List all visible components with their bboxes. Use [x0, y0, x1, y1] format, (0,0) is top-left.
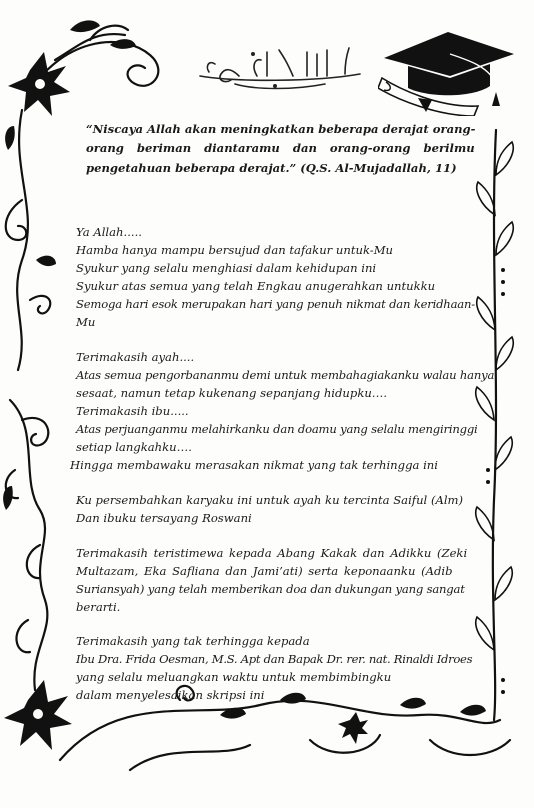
ayah-text-1: Atas semua pengorbananmu demi untuk membahagiakanku walau hanya [76, 368, 495, 382]
prayer-line-4a: Semoga hari esok merupakan hari yang penuh nikmat dan keridhaan- [76, 297, 475, 311]
ayah-heading: Terimakasih ayah.... [76, 350, 195, 364]
advisors-line-1: Terimakasih yang tak terhingga kepada [76, 634, 310, 648]
quote-line-2: orang beriman diantaramu dan orang-orang berilmu [86, 141, 475, 155]
prayer-opening: Ya Allah..... [76, 225, 142, 239]
quote-line-1: “Niscaya Allah akan meningkatkan beberapa derajat orang- [86, 122, 476, 136]
siblings-line-4: berarti. [76, 600, 121, 614]
prayer-line-1: Hamba hanya mampu bersujud dan tafakur untuk-Mu [76, 243, 394, 257]
siblings-line-1: Terimakasih teristimewa kepada Abang Kakak dan Adikku (Zeki [76, 546, 468, 560]
bismillah-calligraphy-icon [195, 42, 365, 92]
ibu-text-2: setiap langkahku…. [76, 440, 192, 454]
siblings-line-2: Multazam, Eka Safliana dan Jami’ati) serta keponaanku (Adib [76, 564, 453, 578]
graduation-cap-icon [378, 26, 518, 116]
prayer-line-2: Syukur yang selalu menghiasi dalam kehidupan ini [76, 261, 377, 275]
quote-line-3: pengetahuan beberapa derajat.” (Q.S. Al-Mujadallah, 11) [86, 161, 457, 175]
parents-closing: Hingga membawaku merasakan nikmat yang tak terhingga ini [70, 458, 438, 472]
advisors-line-3: yang selalu meluangkan waktu untuk membimbingku [76, 670, 392, 684]
prayer-line-4b: Mu [76, 315, 96, 329]
siblings-line-3: Suriansyah) yang telah memberikan doa dan dukungan yang sangat [76, 582, 465, 596]
ayah-text-2: sesaat, namun tetap kukenang sepanjang hidupku…. [76, 386, 388, 400]
ibu-text-1: Atas perjuanganmu melahirkanku dan doamu yang selalu mengiringgi [76, 422, 478, 436]
advisors-line-2: Ibu Dra. Frida Oesman, M.S. Apt dan Bapak Dr. rer. nat. Rinaldi Idroes [76, 652, 473, 666]
ibu-heading: Terimakasih ibu..... [76, 404, 189, 418]
dedication-line-2: Dan ibuku tersayang Roswani [76, 511, 252, 525]
prayer-line-3: Syukur atas semua yang telah Engkau anugerahkan untukku [76, 279, 436, 293]
dedication-line-1: Ku persembahkan karyaku ini untuk ayah ku tercinta Saiful (Alm) [76, 493, 464, 507]
advisors-line-4: dalam menyelesaikan skripsi ini [76, 688, 265, 702]
